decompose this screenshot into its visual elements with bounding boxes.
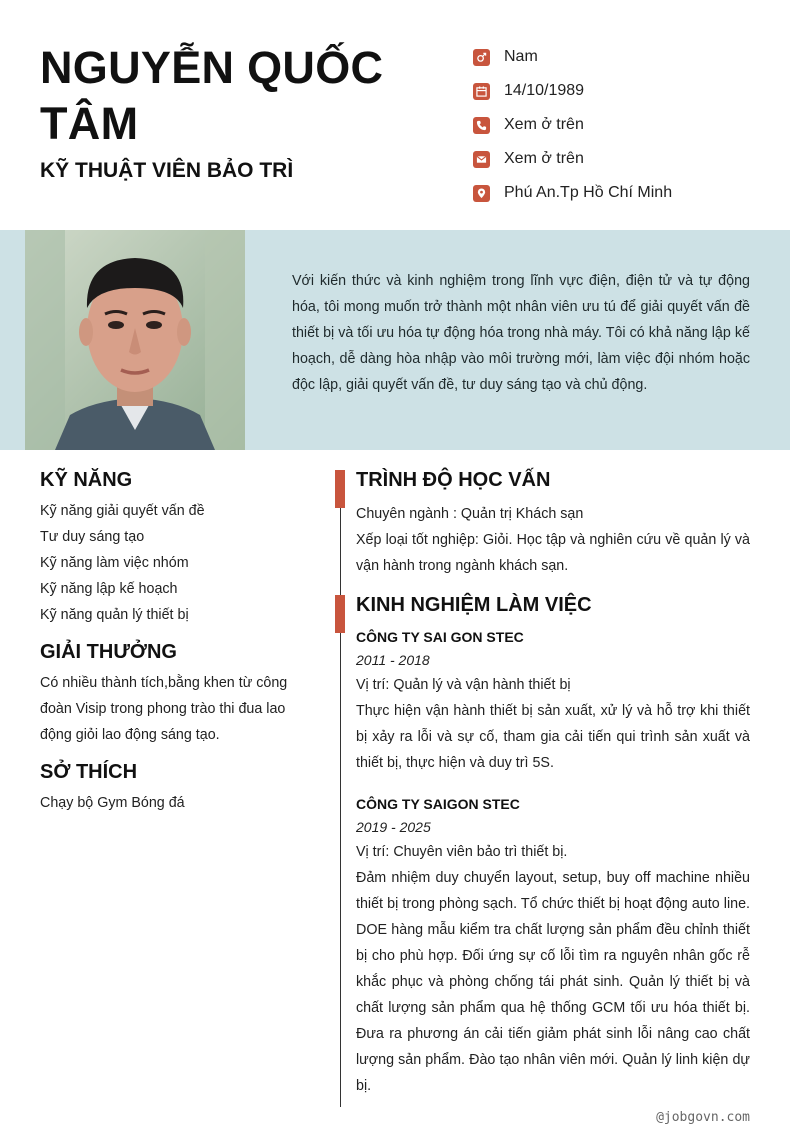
job-title: KỸ THUẬT VIÊN BẢO TRÌ xyxy=(40,159,294,182)
job-company: CÔNG TY SAI GON STEC xyxy=(356,629,524,645)
contact-text: Nam xyxy=(504,48,538,65)
awards-text: Có nhiều thành tích,bằng khen từ công đoàn Visip trong phong trào thi đua lao động giỏi lao động sáng tạo. xyxy=(40,675,288,743)
contact-address xyxy=(473,176,773,210)
experience-section xyxy=(356,591,750,1099)
profile-photo xyxy=(25,230,245,450)
skill-item: Kỹ năng giải quyết vấn đề xyxy=(40,503,205,519)
calendar-icon xyxy=(473,83,490,100)
contact-text: 14/10/1989 xyxy=(504,82,585,99)
education-detail: Xếp loại tốt nghiệp: Giỏi. Học tập và nghiên cứu về quản lý và vận hành trong ngành khách sạn. xyxy=(356,532,750,574)
contact-info xyxy=(473,40,773,210)
contact-phone xyxy=(473,108,773,142)
skills-list xyxy=(40,498,318,628)
skill-item: Kỹ năng quản lý thiết bị xyxy=(40,607,189,623)
location-icon xyxy=(473,185,490,202)
email-icon xyxy=(473,151,490,168)
job-position: Vị trí: Quản lý và vận hành thiết bị xyxy=(356,677,571,693)
experience-marker xyxy=(335,595,345,633)
awards-title: GIẢI THƯỞNG xyxy=(40,641,177,663)
education-marker xyxy=(335,470,345,508)
summary-text: Với kiến thức và kinh nghiệm trong lĩnh vực điện, điện tử và tự động hóa, tôi mong muốn trở thành một nhân viên ưu tú để giải quyết vấn đề thiết bị và tối ưu hóa tự động hóa trong nhà máy. Tôi có khả năng lập kế hoạch, dễ dàng hòa nhập vào môi trường mới, làm việc đội nhóm hoặc độc lập, giải quyết vấn đề, tư duy sáng tạo và chủ động. xyxy=(292,273,750,393)
skills-title: KỸ NĂNG xyxy=(40,469,133,491)
skill-item: Tư duy sáng tạo xyxy=(40,529,145,545)
hobbies-section xyxy=(40,758,318,816)
skill-item: Kỹ năng làm việc nhóm xyxy=(40,555,189,571)
contact-text: Xem ở trên xyxy=(504,116,584,133)
experience-title: KINH NGHIỆM LÀM VIỆC xyxy=(356,594,592,616)
education-section xyxy=(356,466,750,579)
education-major: Chuyên ngành : Quản trị Khách sạn xyxy=(356,506,584,522)
education-title: TRÌNH ĐỘ HỌC VẤN xyxy=(356,469,551,491)
skill-item: Kỹ năng lập kế hoạch xyxy=(40,581,178,597)
job-period: 2011 - 2018 xyxy=(356,652,430,668)
hobbies-text: Chạy bộ Gym Bóng đá xyxy=(40,795,185,811)
job-entry xyxy=(356,793,750,1099)
awards-section xyxy=(40,638,318,748)
job-position: Vị trí: Chuyên viên bảo trì thiết bị. xyxy=(356,844,568,860)
contact-text: Xem ở trên xyxy=(504,150,584,167)
contact-gender xyxy=(473,40,773,74)
contact-email xyxy=(473,142,773,176)
footer-watermark: @jobgovn.com xyxy=(656,1110,750,1125)
job-period: 2019 - 2025 xyxy=(356,819,431,835)
contact-birthday xyxy=(473,74,773,108)
job-description: Thực hiện vận hành thiết bị sản xuất, xử lý và hỗ trợ khi thiết bị xảy ra lỗi và sự cố, tham gia cải tiến qui trình sản xuất và thiết bị, thực hiện và duy trì 5S. xyxy=(356,703,750,771)
job-description: Đảm nhiệm duy chuyển layout, setup, buy off machine nhiều thiết bị trong phòng sạch. Tổ chức thiết bị hoạt động auto line. DOE hàng mẫu kiểm tra chất lượng sản phẩm đều chỉnh thiết bị cho phù hợp. Đối ứng sự cố lỗi tìm ra nguyên nhân gốc rễ khắc phục và phòng chống tái phát sinh. Quản lý thiết bị và chất lượng sản phẩm qua hệ thống GCM tối ưu hóa thiết bị. Đưa ra phương án cải tiến giảm phát sinh lỗi nâng cao chất lượng sản phẩm. Đào tạo nhân viên mới. Quản lý linh kiện dự bị. xyxy=(356,870,750,1094)
skills-section xyxy=(40,466,318,628)
timeline-line xyxy=(340,470,341,1107)
contact-text: Phú An.Tp Hồ Chí Minh xyxy=(504,184,673,201)
left-column xyxy=(40,466,318,816)
phone-icon xyxy=(473,117,490,134)
job-entry xyxy=(356,626,750,776)
gender-icon xyxy=(473,49,490,66)
hobbies-title: SỞ THÍCH xyxy=(40,761,138,783)
job-company: CÔNG TY SAIGON STEC xyxy=(356,796,520,812)
candidate-name: NGUYỄN QUỐC TÂM xyxy=(40,42,384,149)
